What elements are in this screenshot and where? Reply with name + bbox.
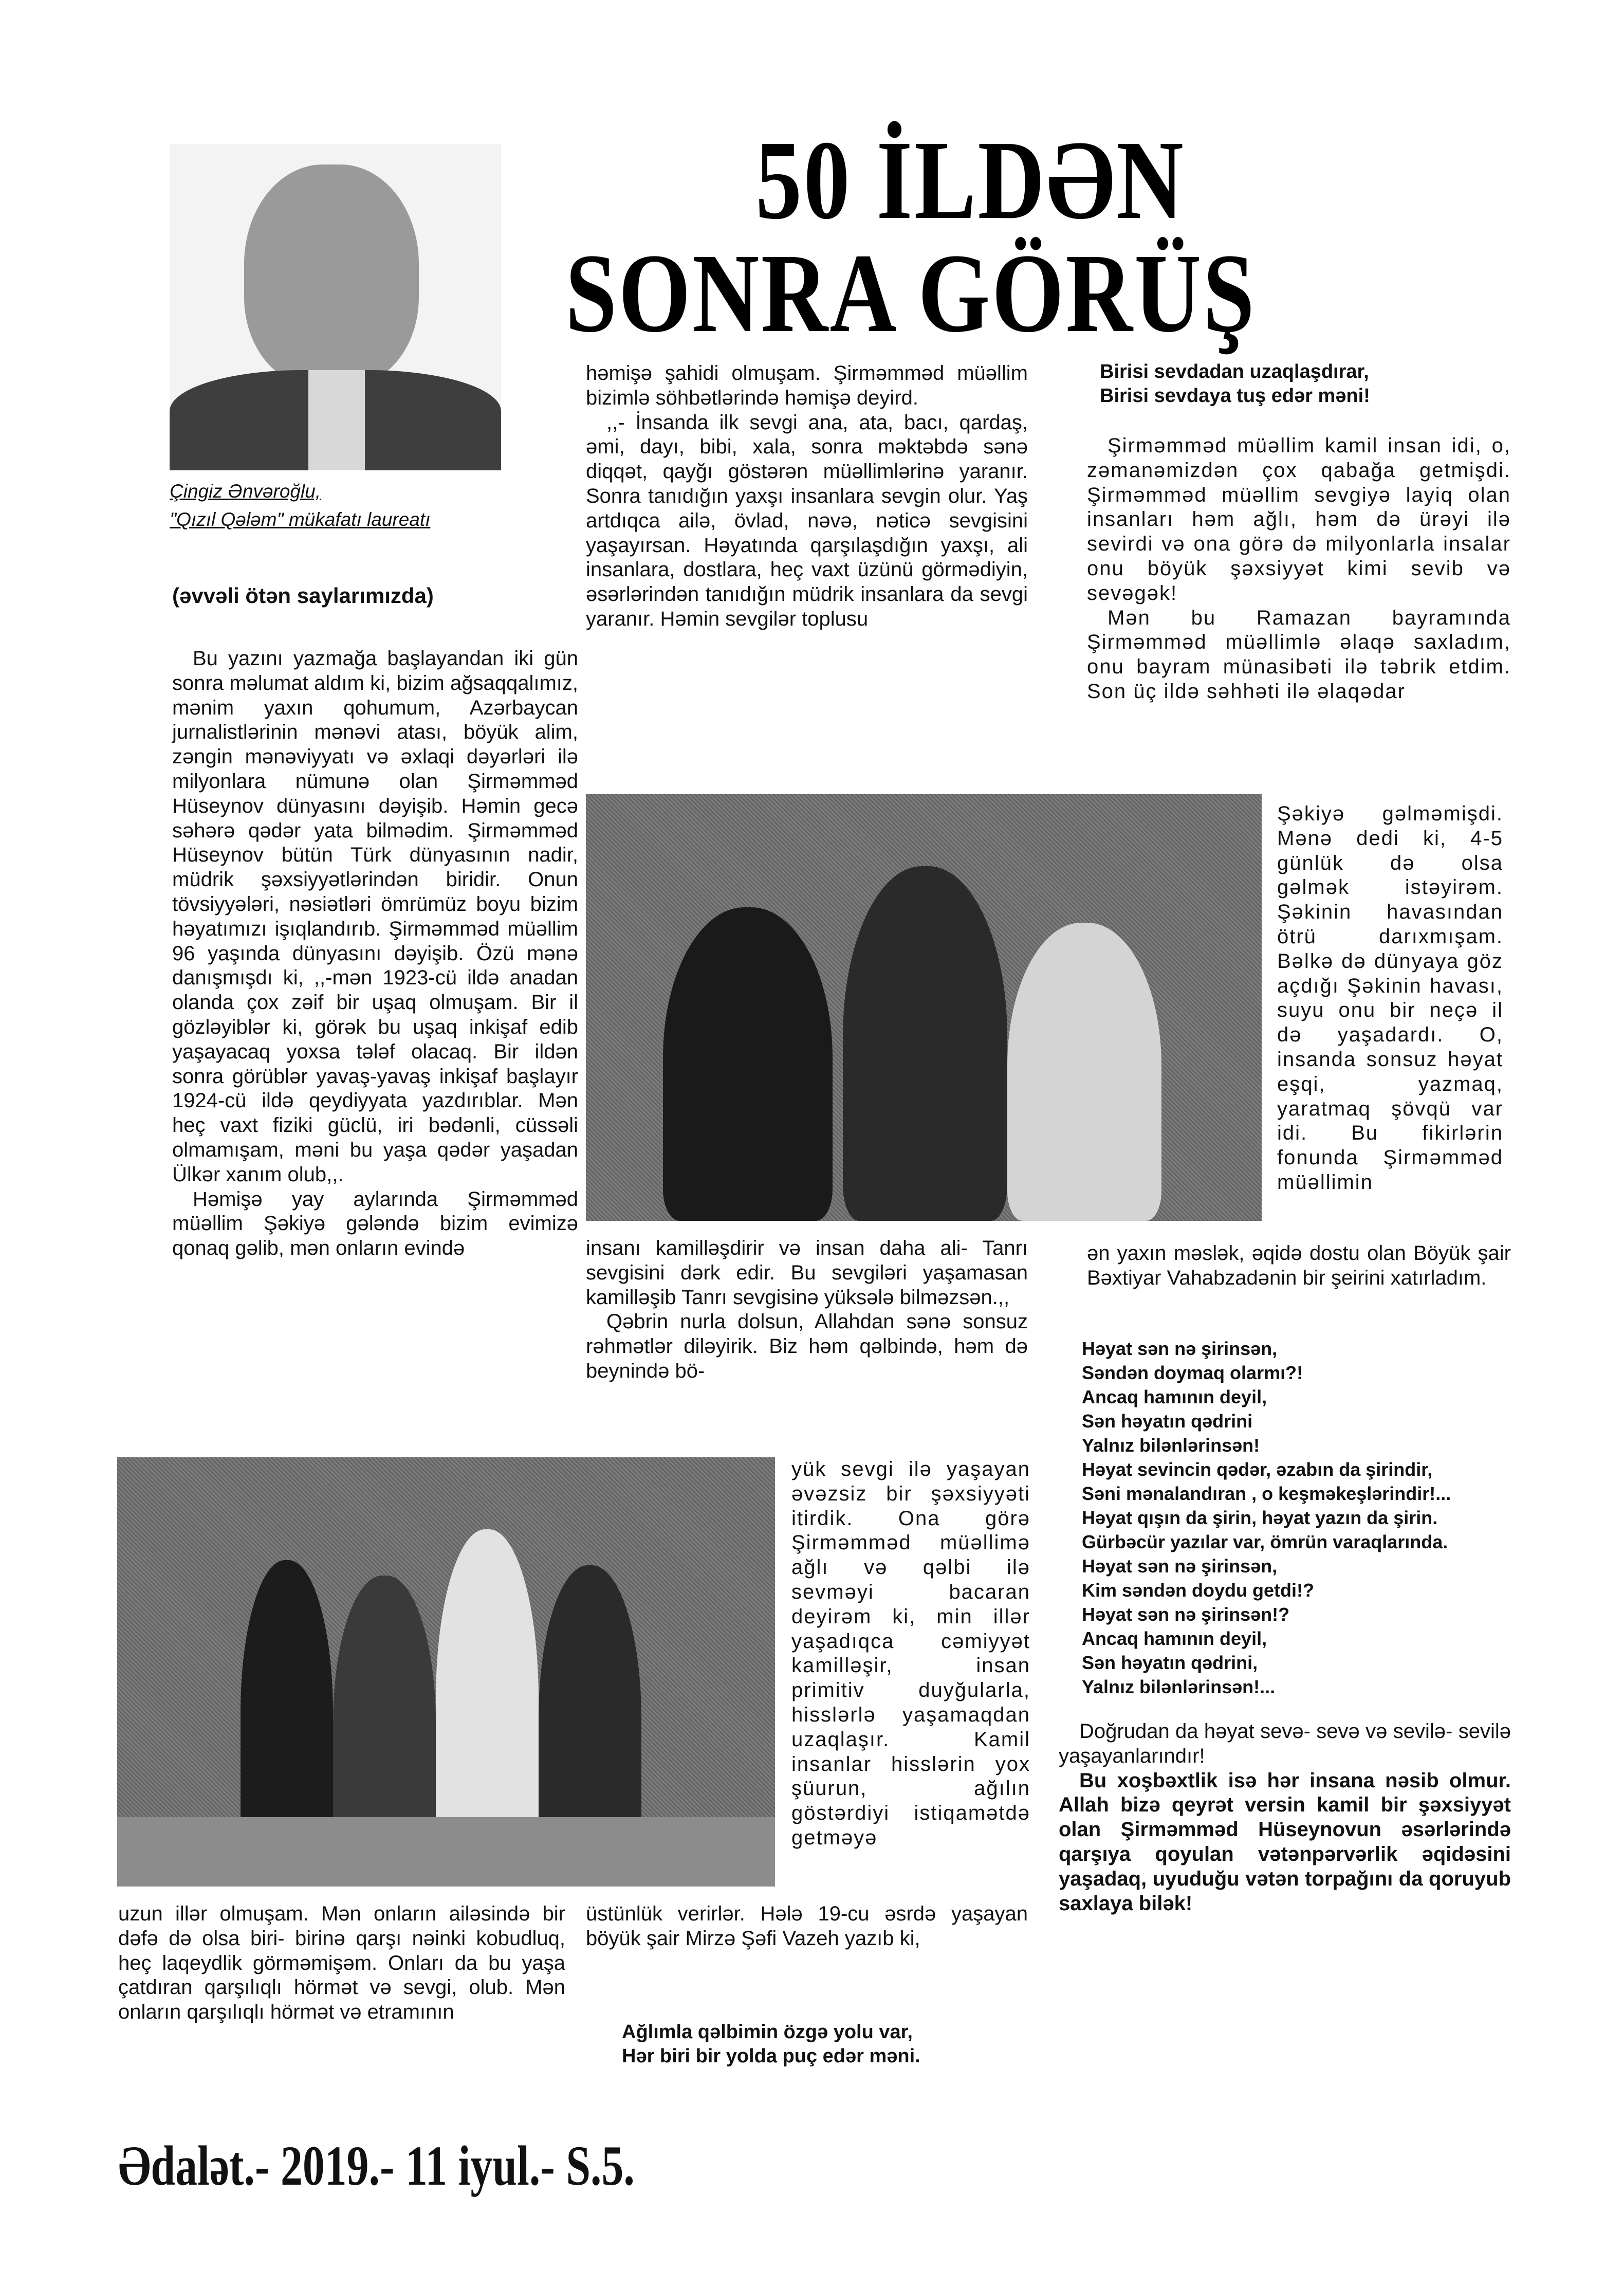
- paragraph: insanı kamilləşdirir və insan daha ali- Tanrı sevgisini dərk edir. Bu sevgiləri yaşamasan kamilləşib Tanrı sevgisinə yüksələ bilməzsən.,,: [586, 1237, 1028, 1309]
- vazeh-quote-continued: [1087, 360, 1511, 408]
- poem-line: Həyat qışın da şirin, həyat yazın da şirin.: [1082, 1507, 1438, 1528]
- poem-line: Həyat sən nə şirinsən,: [1082, 1555, 1278, 1577]
- paragraph: Bu yazını yazmağa başlayandan iki gün sonra məlumat aldım ki, bizim ağsaqqalımız, mənim yaxın qohumum, Azərbaycan jurnalistlərinin mənəvi atası, böyük alim, zəngin mənəviyyatı və əxlaqi dəyərləri ilə milyonlara nümunə olan Şirməmməd Hüseynov dünyasını dəyişib. Həmin gecə səhərə qədər yata bilmədim. Şirməmməd Hüseynov bütün Türk dünyasının nadir, müdrik şəxsiyyətlərindən biridir. Onun tövsiyyələri, nəsiətləri ömrümüz boyu bizim həyatımızı işıqlandırıb. Şirməmməd müəllim 96 yaşında dünyasını dəyişib. Özü mənə danışmışdı ki, ,,-mən 1923-cü ildə anadan olanda çox zəif bir uşaq olmuşam. Bir il gözləyiblər ki, görək bu uşaq inkişaf edib yaşayacaq yoxsa tələf olacaq. Bir ildən sonra görüblər yavaş-yavaş inkişaf başlayır 1924-cü ildə qeydiyyata yazdırıblar. Mən heç vaxt fiziki güclü, iri bədənli, cüssəli olmamışam, məni bu yaşa qədər yaşadan Ülkər xanım olub,,.: [172, 647, 578, 1186]
- column-1: [172, 647, 578, 1261]
- paragraph: Doğrudan da həyat sevə- sevə və sevilə- sevilə yaşayanlarındır!: [1059, 1720, 1511, 1767]
- column-3-body: [1087, 434, 1511, 704]
- poem-line: Həyat sevincin qədər, əzabın da şirindir,: [1082, 1459, 1433, 1480]
- poem-line: Ancaq hamının deyil,: [1082, 1386, 1267, 1407]
- quote-line: Birisi sevdaya tuş edər məni!: [1100, 385, 1370, 407]
- column-2-closing: [586, 1902, 1028, 1951]
- poem-line: Gürbəcür yazılar var, ömrün varaqlarında.: [1082, 1531, 1448, 1552]
- poem-line: Həyat sən nə şirinsən!?: [1082, 1604, 1290, 1625]
- column-2: [586, 361, 1028, 632]
- poem-line: Səndən doymaq olarmı?!: [1082, 1362, 1303, 1383]
- column-3-closing: [1059, 1719, 1511, 1916]
- column-1-continuation: [118, 1902, 565, 2025]
- paragraph: ,,- İnsanda ilk sevgi ana, ata, bacı, qardaş, əmi, dayı, bibi, xala, sonra məktəbdə sənə diqqət, qayğı göstərən müəllimlərinə yaranır. Sonra tanıdığın yaxşı insanlara sevgin olur. Yaş artdıqca ailə, övlad, nəvə, nəticə sevgisini yaşayırsan. Həyatında qarşılaşdığın yaxşı, ali insanlara, dostlara, heç vaxt üzünü görmədiyin, əsərlərindən tanıdığın müdrik insanlara da sevgi yaranır. Həmin sevgilər toplusu: [586, 411, 1028, 630]
- paragraph: yük sevgi ilə yaşayan əvəzsiz bir şəxsiyyəti itirdik. Ona görə Şirməmməd müəllimə ağlı və qəlbi ilə sevməyi bacaran deyirəm ki, min illər yaşadıqca cəmiyyət kamilləşir, insan primitiv duyğularla, hisslərlə yaşamaqdan uzaqlaşır. Kamil insanlar hisslərin yox şüurun, ağılın göstərdiyi istiqamətdə getməyə: [791, 1458, 1030, 1849]
- source-citation: Ədalət.- 2019.- 11 iyul.- S.5.: [118, 2134, 635, 2197]
- quote-line: Hər biri bir yolda puç edər məni.: [622, 2045, 920, 2067]
- paragraph: Qəbrin nurla dolsun, Allahdan sənə sonsuz rəhmətlər diləyirik. Biz həm qəlbində, həm də beynində bö-: [586, 1310, 1028, 1382]
- paragraph: Şirməmməd müəllim kamil insan idi, o, zəmanəmizdən çox qabağa getmişdi. Şirməmməd müəllim sevgiyə layiq olan insanları həm ağlı, həm də ürəyi ilə sevirdi və ona görə də milyonlarla insalar onu böyük şəxsiyyət kimi sevib və sevəgək!: [1087, 434, 1511, 605]
- paragraph: uzun illər olmuşam. Mən onların ailəsində bir dəfə də olsa biri- birinə qarşı nəinki kobudluq, heç laqeydlik görməmişəm. Onları da bu yaşa çatdıran qarşılıqlı hörmət və sevgi, olub. Mən onların qarşılıqlı hörmət və etramının: [118, 1902, 565, 2024]
- column-3-narrow: [1277, 802, 1503, 1195]
- column-3-after-photo: [1087, 1241, 1511, 1291]
- previous-issues-note: (əvvəli ötən saylarımızda): [172, 583, 434, 608]
- paragraph-bold: Bu xoşbəxtlik isə hər insana nəsib olmur. Allah bizə qeyrət versin kamil bir şəxsiyyət olan Şirməmməd Hüseynovun əsərlərində qarşıya qoyulan vətənpərvərlik əqidəsini yaşadaq, uyuduğu vətən torpağını da qoruyub saxlaya bilək!: [1059, 1769, 1511, 1915]
- group-photo-men: [586, 794, 1262, 1221]
- poem-line: Yalnız bilənlərinsən!: [1082, 1435, 1260, 1456]
- paragraph: Şəkiyə gəlməmişdi. Mənə dedi ki, 4-5 günlük də olsa gəlmək istəyirəm. Şəkinin havasından ötrü darıxmışam. Bəlkə də dünyaya göz açdığı Şəkinin havası, suyu onu bir neçə il də yaşadardı. O, insanda sonsuz həyat eşqi, yazmaq, yaratmaq şövqü var idi. Bu fikirlərin fonunda Şirməmməd müəllimin: [1277, 802, 1503, 1194]
- poem-line: Yalnız bilənlərinsən!...: [1082, 1676, 1276, 1697]
- quote-line: Ağlımla qəlbimin özgə yolu var,: [622, 2021, 913, 2043]
- poem-line: Səni mənalandıran , o keşməkeşlərindir!...: [1082, 1483, 1451, 1504]
- column-2-after-photo: [586, 1236, 1028, 1384]
- paragraph: həmişə şahidi olmuşam. Şirməmməd müəllim bizimlə söhbətlərində həmişə deyird.: [586, 362, 1028, 409]
- author-portrait: [170, 144, 501, 470]
- poem-line: Sən həyatın qədrini: [1082, 1411, 1253, 1432]
- column-2-narrow: [791, 1457, 1030, 1851]
- poem-line: Həyat sən nə şirinsən,: [1082, 1338, 1278, 1359]
- quote-line: Birisi sevdadan uzaqlaşdırar,: [1100, 361, 1369, 382]
- paragraph: ən yaxın məslək, əqidə dostu olan Böyük şair Bəxtiyar Vahabzadənin bir şeirini xatırladım.: [1087, 1242, 1511, 1289]
- poem-line: Ancaq hamının deyil,: [1082, 1628, 1267, 1649]
- author-name: Çingiz Ənvəroğlu,: [170, 481, 321, 502]
- headline-line-2: SONRA GÖRÜŞ: [565, 230, 1257, 356]
- poem-line: Sən həyatın qədrini,: [1082, 1652, 1258, 1673]
- group-photo-women: [117, 1457, 775, 1887]
- author-title: "Qızıl Qələm" mükafatı laureatı: [170, 509, 431, 530]
- paragraph: Mən bu Ramazan bayramında Şirməmməd müəllimlə əlaqə saxladım, onu bayram münasibəti ilə təbrik etdim. Son üç ildə səhhəti ilə əlaqədar: [1087, 606, 1511, 703]
- vahabzade-poem: [1082, 1337, 1451, 1699]
- paragraph: üstünlük verirlər. Hələ 19-cu əsrdə yaşayan böyük şair Mirzə Şəfi Vazeh yazıb ki,: [586, 1902, 1028, 1950]
- vazeh-quote: [622, 2020, 920, 2068]
- headline-line-1: 50 İLDƏN: [755, 117, 1186, 243]
- paragraph: Həmişə yay aylarında Şirməmməd müəllim Şəkiyə gələndə bizim evimizə qonaq gəlib, mən onların evində: [172, 1187, 578, 1260]
- poem-line: Kim səndən doydu getdi!?: [1082, 1580, 1315, 1601]
- column-3: [1087, 360, 1511, 704]
